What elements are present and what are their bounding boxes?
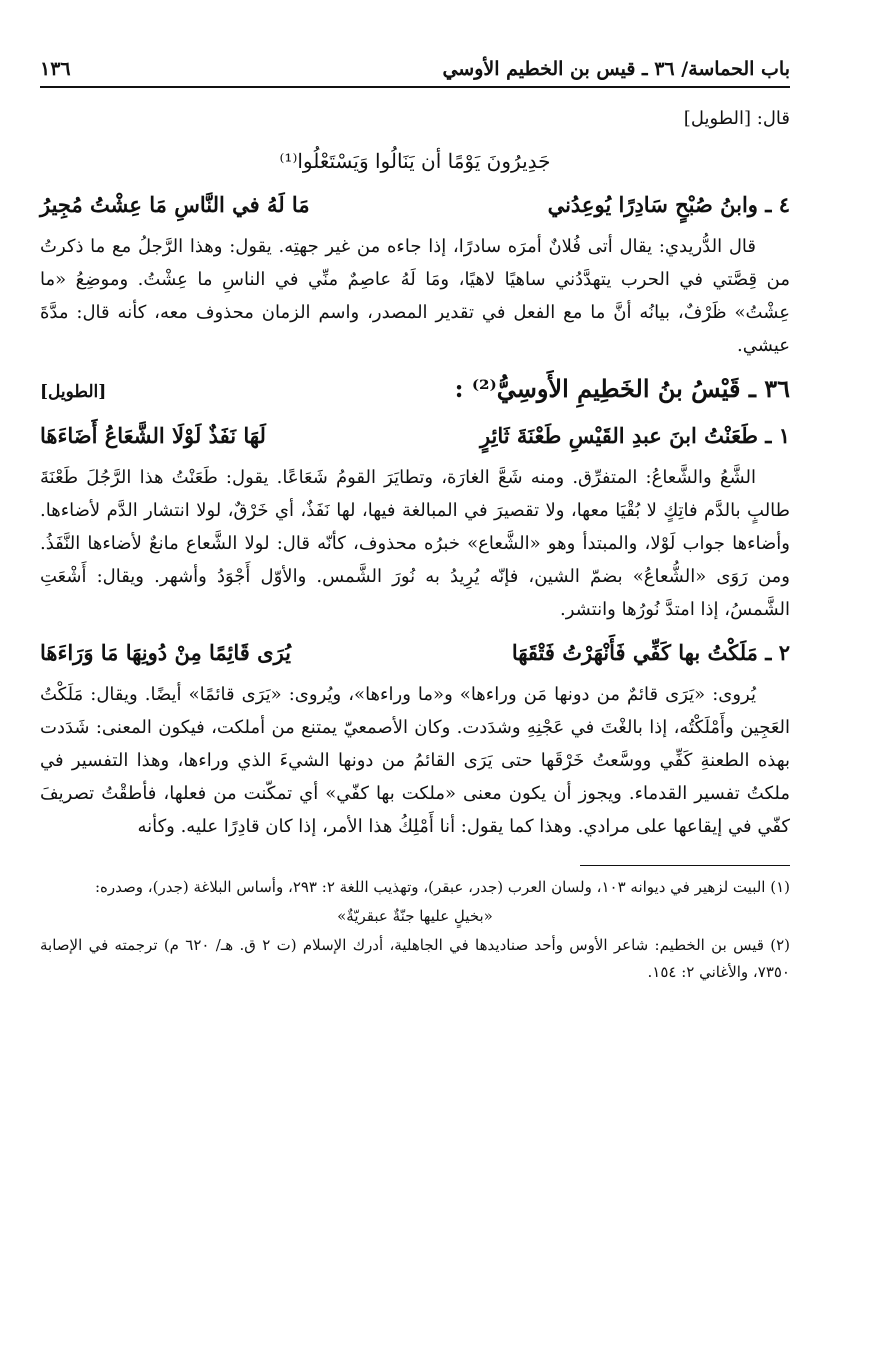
verse-4-first-hemistich: ٤ ـ وابنُ صُبْحٍ سَادِرًا يُوعِدُني [547, 192, 790, 217]
footnotes [40, 874, 790, 986]
section-meter: [الطويل] [40, 382, 107, 402]
verse-1 [40, 419, 790, 453]
footnote-1-verse: «بخيلٍ عليها جنّةٌ عبقريّةٌ» [337, 907, 493, 925]
verse-4 [40, 188, 790, 222]
verse-2 [40, 636, 790, 670]
quoted-hemistich: جَدِيرُونَ يَوْمًا أن يَنَالُوا وَيَسْتَعْلُوا⁽¹⁾ [279, 149, 551, 173]
commentary-verse-1: الشَّعُ والشَّعاعُ: المتفرِّق. ومنه شَعَّ الغارَة، وتطايَرَ القومُ شَعَاعًا. يقول: طَعَنْتُ هذا الرَّجُلَ طَعْنَةَ طالبٍ بالدَّم فاتِكٍ لا بُقْيَا معها، ولا تقصيرَ في المبالغة فيها، لها نَفَذٌ، أي خَرْقٌ، لولا انتشار الدَّم لأضاءها. وأضاءها جواب لَوْلا، والمبتدأ وهو «الشَّعاع» خبرُه محذوف، كأنّه قال: لولا الشَّعاع مانعٌ لأضاءها النَّفَذُ. ومن رَوَى «الشُّعاعُ» بضمّ الشين، فإنّه يُرِيدُ به نُورَ الشَّمس. والأوّل أَجْوَدُ وأشهر. ويقال: أَشْعَتِ الشَّمسُ، إذا امتدَّ نُورُها وانتشر. [40, 467, 790, 620]
page-body [40, 102, 790, 986]
header-rule [40, 86, 790, 88]
commentary-verse-4: قال الدُّريدي: يقال أتى فُلانٌ أمرَه سادرًا، إذا جاءه من غير جهتِه. يقول: وهذا الرَّجلُ مع ما ذكرتُ من قِصَّتي في الحرب يتهدَّدُني ساهيًا لاهيًا، ومَا لَهُ عاصِمٌ منِّي في الناسِ ما عِشْتُ. وموضِعُ «ما عِشْتُ» ظَرْفٌ، بيانُه أنَّ ما مع الفعل في تقدير المصدر، واسم الزمان محذوف معه، كأنه قال: مدَّةَ عيشي. [40, 236, 790, 356]
verse-4-second-hemistich: مَا لَهُ في النَّاسِ مَا عِشْتُ مُجِيرُ [40, 192, 310, 217]
section-title: ٣٦ ـ قَيْسُ بنُ الخَطِيمِ الأَوسِيُّ⁽²⁾ : [454, 374, 790, 403]
commentary-verse-2: يُروى: «يَرَى قائمٌ من دونها مَن وراءها» و«ما وراءها»، ويُروى: «يَرَى قائمًا» أيضًا. ويقال: مَلَكْتُ العَجِين وأَمْلَكْتُه، إذا بالغْتَ في عَجْنِهِ وشدَدت. وكان الأصمعيّ يمتنع من أملكت، فيكون المعنى: شَدَدت بهذه الطعنةِ كَفِّي ووسَّعتُ خَرْقَها حتى يَرَى القائمُ من دونها الشيءَ الذي وراءها، وهذا التفسير في ملكتُ تفسير القدماء. ويجوز أن يكون معنى «ملكت بها كفّي» أي تمكّنت من فعلها، فأطقْتُ تصريفَ كفّي في إيقاعها على مرادي. وهذا كما يقول: أنا أَمْلِكُ هذا الأمر، إذا كان قادِرًا عليه. وكأنه [40, 684, 790, 837]
section-heading [40, 372, 790, 409]
running-title: باب الحماسة/ ٣٦ ـ قيس بن الخطيم الأوسي [442, 58, 790, 80]
footnote-rule [580, 865, 790, 866]
book-page [40, 58, 790, 988]
meter-label: قال: [الطويل] [683, 108, 790, 129]
verse-1-second-hemistich: لَهَا نَفَذٌ لَوْلَا الشَّعَاعُ أَضَاءَهَا [40, 423, 266, 448]
footnote-2: (٢) قيس بن الخطيم: شاعر الأوس وأحد صناديدها في الجاهلية، أدرك الإسلام (ت ٢ ق. هـ/ ٦٢٠ م) ترجمته في الإصابة ٧٣٥٠، والأغاني ٢: ١٥٤. [40, 936, 790, 981]
page-number: ١٣٦ [40, 58, 71, 80]
footnote-1: (١) البيت لزهير في ديوانه ١٠٣، ولسان العرب (جدر، عبقر)، وتهذيب اللغة ٢: ٢٩٣، وأساس البلاغة (جدر)، وصدره: [94, 878, 790, 896]
running-header [40, 58, 790, 86]
verse-2-first-hemistich: ٢ ـ مَلَكْتُ بها كَفِّي فَأَنْهَرْتُ فَتْقَهَا [511, 640, 790, 665]
verse-2-second-hemistich: يُرَى قَائِمًا مِنْ دُونِهَا مَا وَرَاءَهَا [40, 640, 292, 665]
verse-1-first-hemistich: ١ ـ طَعَنْتُ ابنَ عبدِ القَيْسِ طَعْنَةَ ثَائِرٍ [479, 423, 790, 448]
